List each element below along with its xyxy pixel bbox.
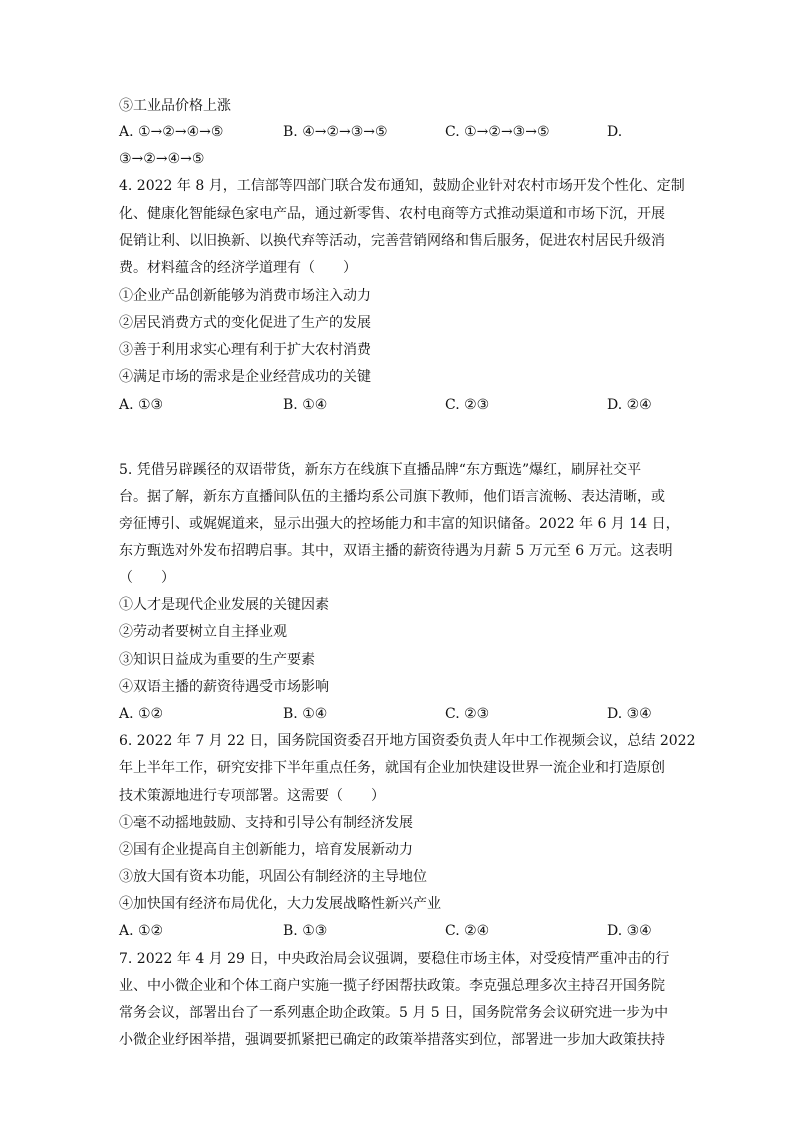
q3-option-b: B. ④→②→③→⑤ xyxy=(283,124,388,140)
q6-item-4: ④加快国有经济布局优化，大力发展战略性新兴产业 xyxy=(119,896,441,912)
q6-item-3: ③放大国有资本功能，巩固公有制经济的主导地位 xyxy=(119,869,427,885)
q7-stem-line: 常务会议，部署出台了一系列惠企助企政策。5 月 5 日，国务院常务会议研究进一步为中 xyxy=(119,1005,669,1021)
q4-item-3: ③善于利用求实心理有利于扩大农村消费 xyxy=(119,342,371,358)
q6-option-d: D. ③④ xyxy=(607,923,652,939)
q7-stem-line: 7. 2022 年 4 月 29 日，中央政治局会议强调，要稳住市场主体，对受疫情严重冲击的行 xyxy=(119,951,670,967)
q4-stem-line: 4. 2022 年 8 月，工信部等四部门联合发布通知，鼓励企业针对农村市场开发个性化、定制 xyxy=(119,178,685,194)
q4-option-b: B. ①④ xyxy=(283,397,328,413)
q4-item-4: ④满足市场的需求是企业经营成功的关键 xyxy=(119,369,371,385)
q4-stem-line: 化、健康化智能绿色家电产品，通过新零售、农村电商等方式推动渠道和市场下沉，开展 xyxy=(119,206,665,222)
q3-item-5: ⑤工业品价格上涨 xyxy=(119,98,231,114)
q6-stem-line: 年上半年工作，研究安排下半年重点任务，就国有企业加快建设世界一流企业和打造原创 xyxy=(119,760,665,776)
q5-option-a: A. ①② xyxy=(119,706,164,722)
q5-option-b: B. ①④ xyxy=(283,706,328,722)
q5-item-2: ②劳动者要树立自主择业观 xyxy=(119,624,287,640)
q6-option-b: B. ①③ xyxy=(283,923,328,939)
q4-item-2: ②居民消费方式的变化促进了生产的发展 xyxy=(119,315,371,331)
q3-option-d: D. xyxy=(607,124,623,140)
q6-item-2: ②国有企业提高自主创新能力，培育发展新动力 xyxy=(119,842,413,858)
q6-option-c: C. ②④ xyxy=(445,923,490,939)
q4-stem-line: 促销让利、以旧换新、以换代弃等活动，完善营销网络和售后服务，促进农村居民升级消 xyxy=(119,233,665,249)
q5-item-3: ③知识日益成为重要的生产要素 xyxy=(119,652,315,668)
q5-stem-line: （ ） xyxy=(119,570,175,586)
q7-stem-line: 小微企业纾困举措，强调要抓紧把已确定的政策举措落实到位，部署进一步加大政策扶持 xyxy=(119,1032,665,1048)
q4-option-a: A. ①③ xyxy=(119,397,164,413)
q4-stem-line: 费。材料蕴含的经济学道理有（ ） xyxy=(119,260,357,276)
q4-option-c: C. ②③ xyxy=(445,397,490,413)
q6-stem-line: 6. 2022 年 7 月 22 日，国务院国资委召开地方国资委负责人年中工作视频会议，总结 2022 xyxy=(119,733,696,749)
q5-item-4: ④双语主播的薪资待遇受市场影响 xyxy=(119,679,329,695)
q4-item-1: ①企业产品创新能够为消费市场注入动力 xyxy=(119,288,371,304)
q5-option-c: C. ②③ xyxy=(445,706,490,722)
q6-option-a: A. ①② xyxy=(119,923,164,939)
q3-option-a: A. ①→②→④→⑤ xyxy=(119,124,224,140)
q5-option-d: D. ③④ xyxy=(607,706,652,722)
q3-option-d-continued: ③→②→④→⑤ xyxy=(119,151,205,167)
q3-option-c: C. ①→②→③→⑤ xyxy=(445,124,550,140)
q5-stem-line: 旁征博引、或娓娓道来，显示出强大的控场能力和丰富的知识储备。2022 年 6 月 14 日， xyxy=(119,516,680,532)
q6-stem-line: 技术策源地进行专项部署。这需要（ ） xyxy=(119,788,385,804)
q6-item-1: ①毫不动摇地鼓励、支持和引导公有制经济发展 xyxy=(119,815,413,831)
q5-stem-line: 东方甄选对外发布招聘启事。其中，双语主播的薪资待遇为月薪 5 万元至 6 万元。这表明 xyxy=(119,543,673,559)
q4-option-d: D. ②④ xyxy=(607,397,652,413)
q5-stem-line: 5. 凭借另辟蹊径的双语带货，新东方在线旗下直播品牌“东方甄选”爆红，刷屏社交平 xyxy=(119,462,642,478)
q7-stem-line: 业、中小微企业和个体工商户实施一揽子纾困帮扶政策。李克强总理多次主持召开国务院 xyxy=(119,978,665,994)
q5-stem-line: 台。据了解，新东方直播间队伍的主播均系公司旗下教师，他们语言流畅、表达清晰，或 xyxy=(119,489,665,505)
q5-item-1: ①人才是现代企业发展的关键因素 xyxy=(119,597,329,613)
